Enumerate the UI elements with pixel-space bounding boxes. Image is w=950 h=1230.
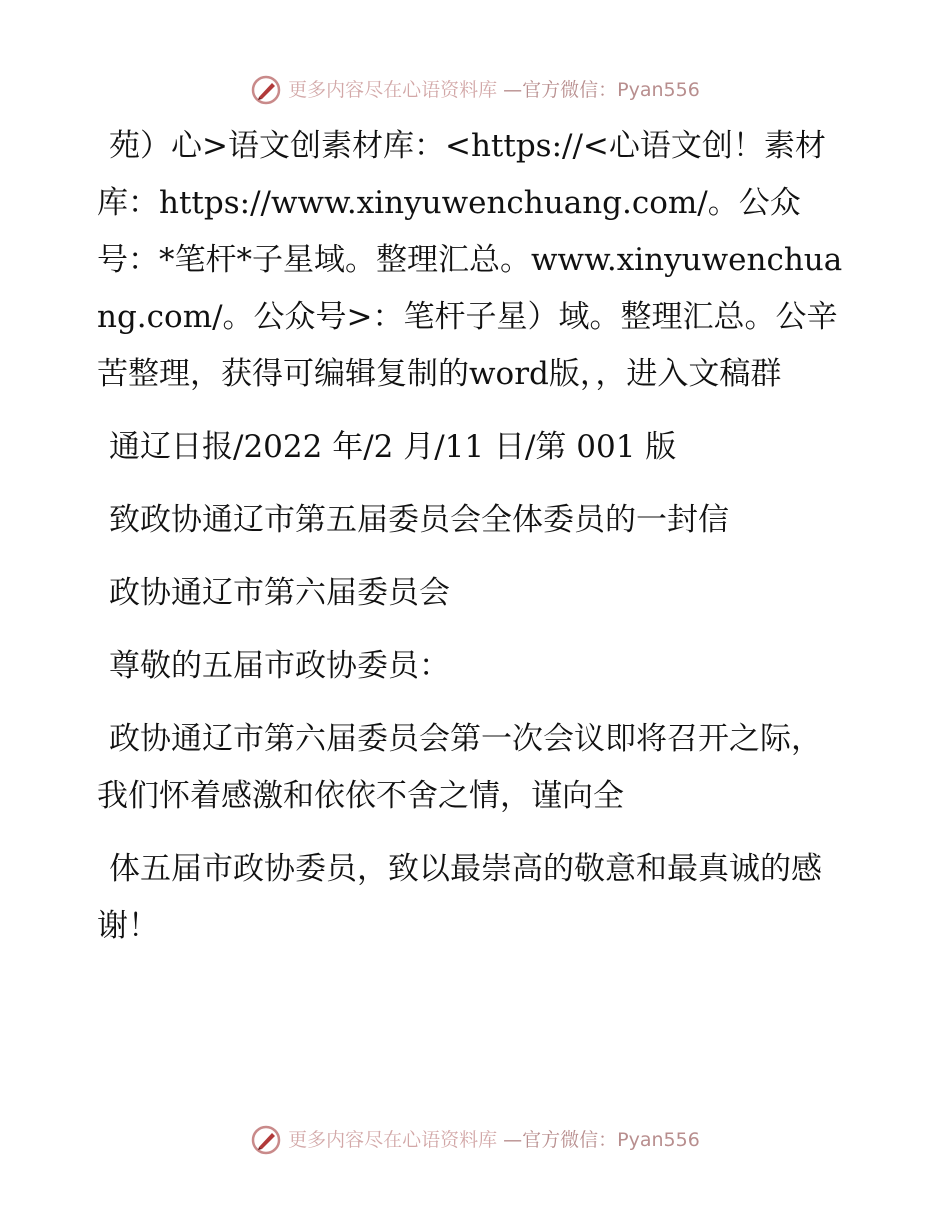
pen-logo-icon	[250, 1124, 282, 1156]
paragraph-dateline: 通辽日报/2022 年/2 月/11 日/第 001 版	[109, 429, 677, 465]
pen-logo-icon	[250, 74, 282, 106]
paragraph-salutation: 尊敬的五届市政协委员：	[109, 648, 450, 684]
footer-banner	[0, 1124, 950, 1156]
paragraph-body-1: 政协通辽市第六届委员会第一次会议即将召开之际，我们怀着感激和依依不舍之情，谨向全	[97, 721, 822, 814]
document-body	[97, 118, 845, 971]
banner-main-text: 更多内容尽在心语资料库	[288, 1129, 498, 1151]
paragraph-body-2: 体五届市政协委员，致以最崇高的敬意和最真诚的感谢！	[97, 851, 822, 944]
paragraph-source-note: 苑）心>语文创素材库：<https://<心语文创！素材库：https://www.xinyuwenchuang.com/。公众号：*笔杆*子星域。整理汇总。www.xinyuwenchuang.com/。公众号>：笔杆子星）域。整理汇总。公辛苦整理，获得可编辑复制的word版，，进入文稿群	[97, 128, 843, 392]
banner-main-text: 更多内容尽在心语资料库	[288, 79, 498, 101]
banner-wechat-text: —官方微信：Pyan556	[503, 1129, 700, 1151]
paragraph-sender: 政协通辽市第六届委员会	[109, 575, 450, 611]
banner-wechat-text: —官方微信：Pyan556	[503, 79, 700, 101]
header-banner	[0, 74, 950, 106]
paragraph-letter-title: 致政协通辽市第五届委员会全体委员的一封信	[109, 502, 729, 538]
